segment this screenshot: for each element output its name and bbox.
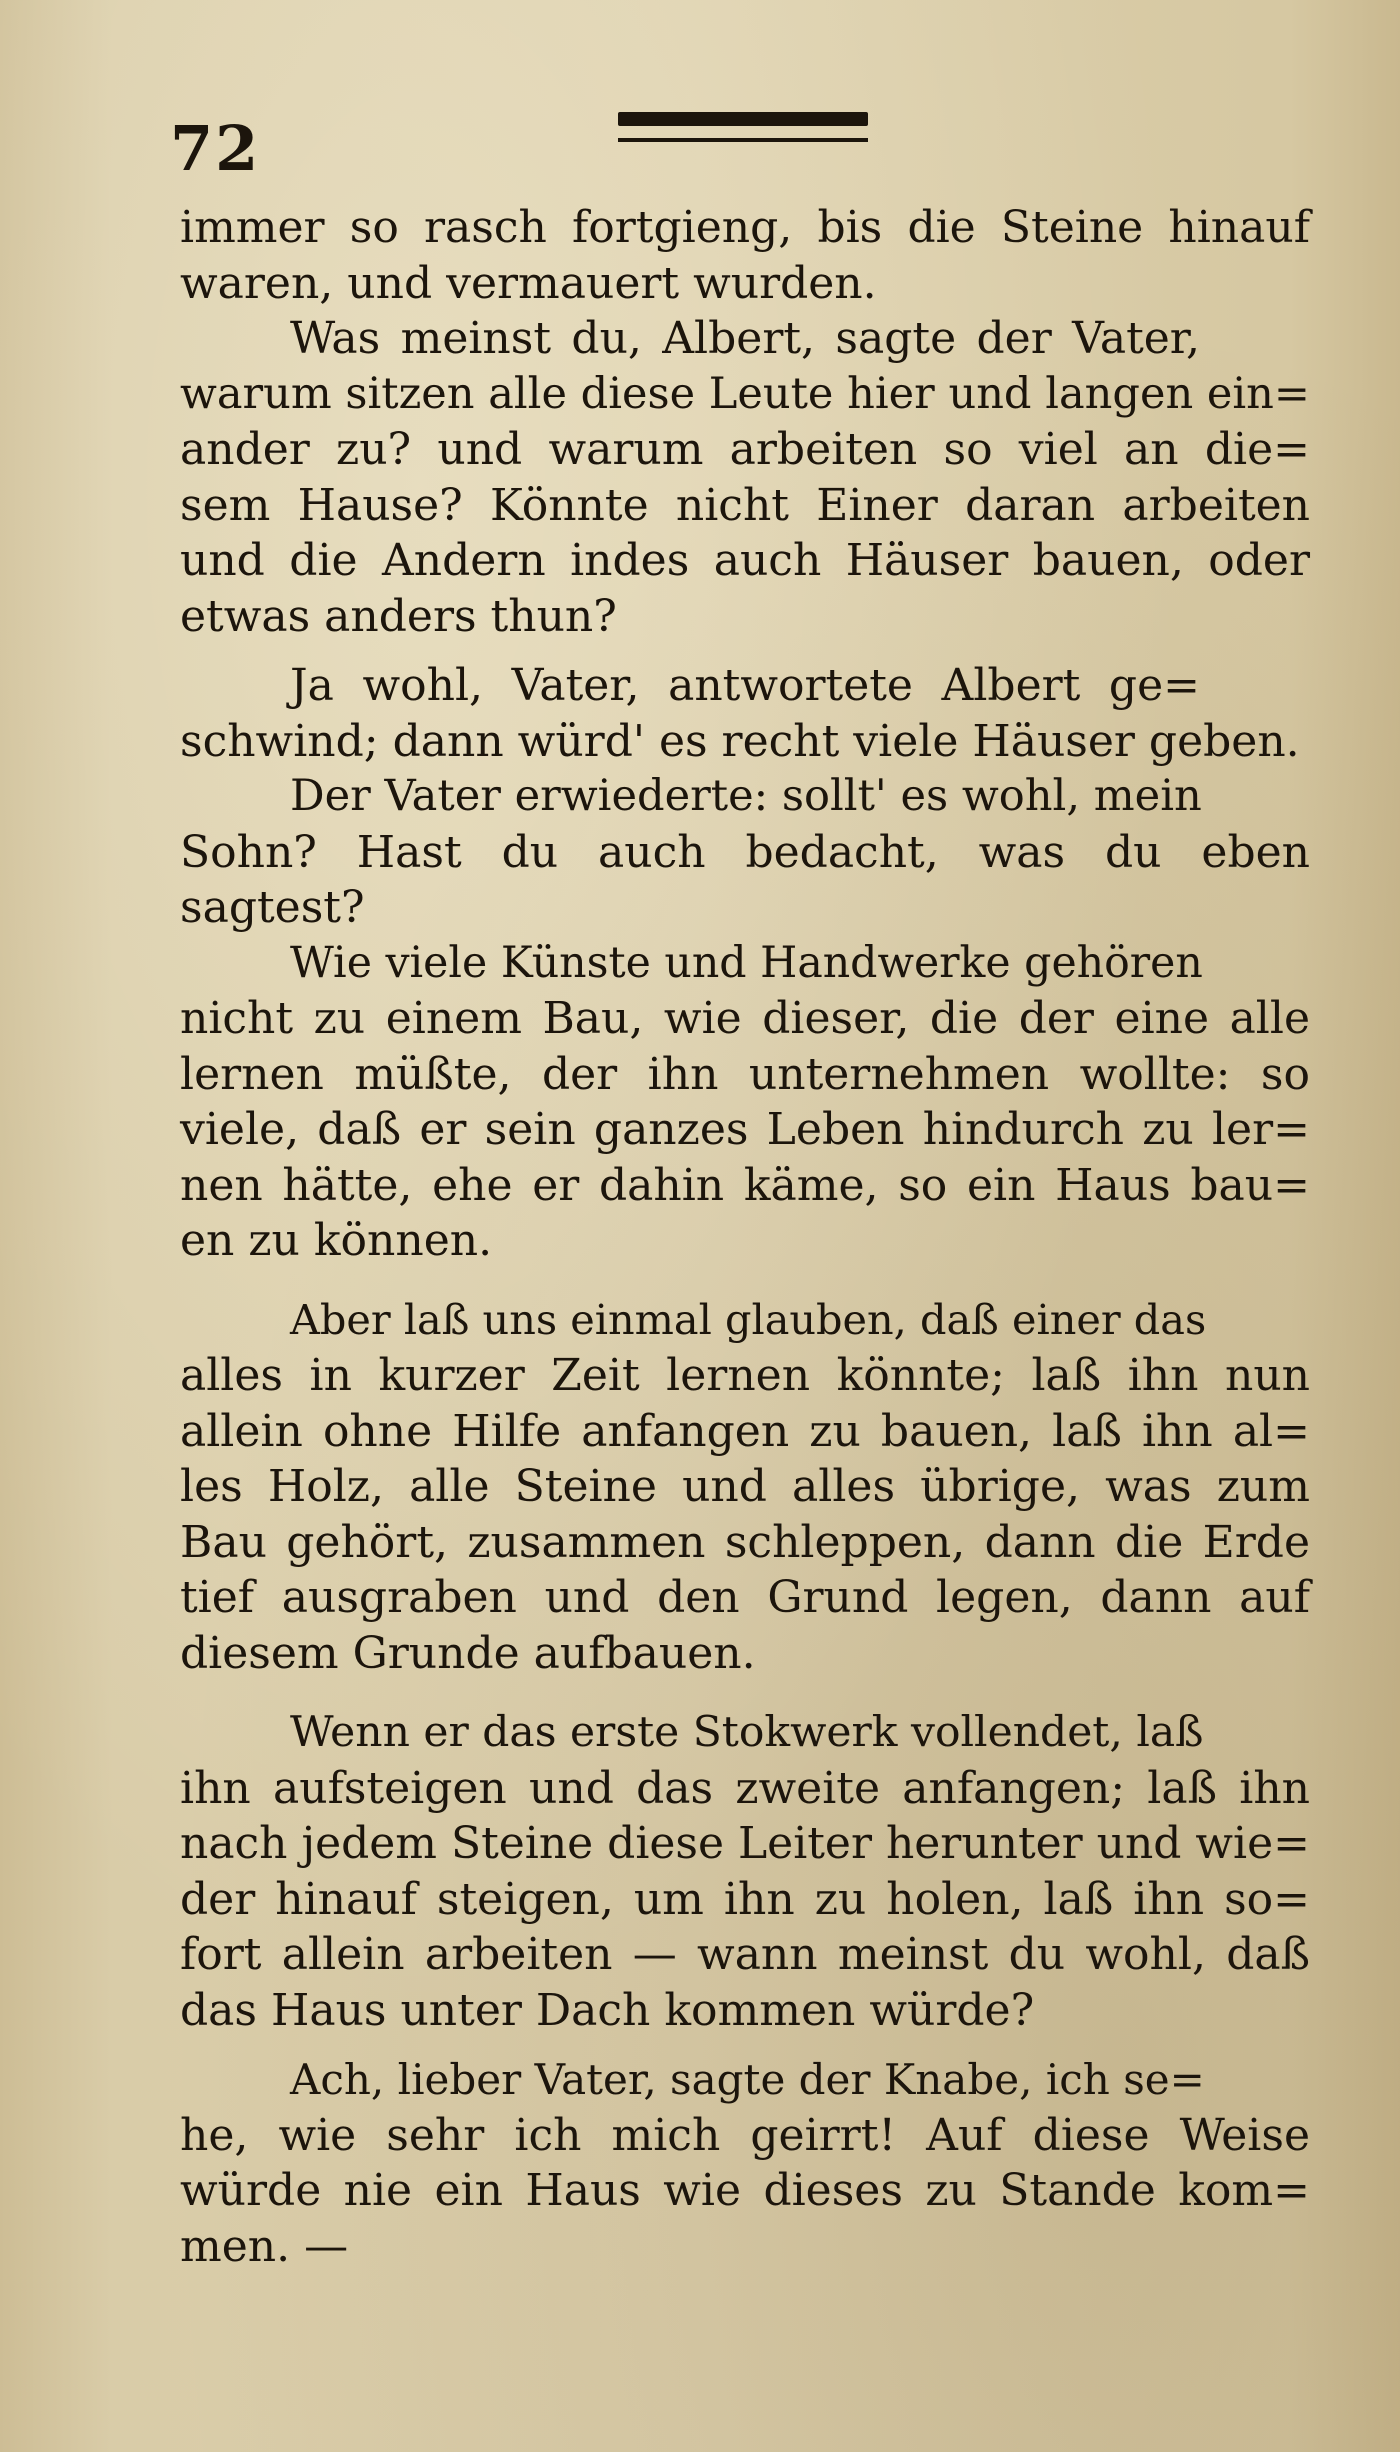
text-line: Ja wohl, Vater, antwortete Albert ge=: [290, 660, 1200, 711]
text-line: schwind; dann würd' es recht viele Häuser geben.: [180, 715, 1300, 767]
text-line: Aber laß uns einmal glauben, daß einer das: [290, 1295, 1207, 1344]
text-line: viele, daß er sein ganzes Leben hindurch zu ler=: [180, 1104, 1310, 1155]
paragraph-3: [180, 658, 1310, 769]
text-line: nach jedem Steine diese Leiter herunter und wie=: [180, 1818, 1310, 1869]
text-line: les Holz, alle Steine und alles übrige, was zum: [180, 1461, 1310, 1512]
text-line: sagtest?: [180, 882, 365, 933]
paragraph-6: [180, 1293, 1310, 1682]
text-line: nicht zu einem Bau, wie dieser, die der eine alle: [180, 993, 1310, 1044]
header-rule-thick: [618, 112, 868, 126]
text-line: Was meinst du, Albert, sagte der Vater,: [290, 313, 1200, 364]
header-ornament-rule: [618, 112, 868, 148]
text-line: alles in kurzer Zeit lernen könnte; laß ihn nun: [180, 1350, 1310, 1401]
text-line: men. —: [180, 2220, 349, 2272]
paragraph-1: [180, 200, 1310, 311]
text-line: lernen müßte, der ihn unternehmen wollte: so: [180, 1048, 1310, 1100]
paragraph-2: [180, 311, 1310, 644]
body-text: [180, 200, 1310, 2274]
text-line: würde nie ein Haus wie dieses zu Stande kom=: [180, 2165, 1310, 2216]
text-line: Ach, lieber Vater, sagte der Knabe, ich se=: [290, 2055, 1205, 2104]
text-line: das Haus unter Dach kommen würde?: [180, 1984, 1035, 2036]
text-line: ihn aufsteigen und das zweite anfangen; laß ihn: [180, 1762, 1310, 1814]
paragraph-8: [180, 2052, 1310, 2274]
header-rule-thin: [618, 138, 868, 142]
text-line: nen hätte, ehe er dahin käme, so ein Haus bau=: [180, 1159, 1310, 1211]
text-line: sem Hause? Könnte nicht Einer daran arbeiten: [180, 479, 1310, 531]
text-line: en zu können.: [180, 1215, 493, 1266]
text-line: he, wie sehr ich mich geirrt! Auf diese Weise: [180, 2109, 1310, 2161]
text-line: allein ohne Hilfe anfangen zu bauen, laß ihn al=: [180, 1405, 1310, 1457]
text-line: der hinauf steigen, um ihn zu holen, laß ihn so=: [180, 1873, 1310, 1925]
text-line: Der Vater erwiederte: sollt' es wohl, mein: [290, 771, 1202, 821]
text-line: warum sitzen alle diese Leute hier und langen ein=: [180, 368, 1310, 419]
text-line: Wie viele Künste und Handwerke gehören: [290, 937, 1203, 988]
page-number: 72: [170, 112, 261, 185]
text-line: waren, und vermauert wurden.: [180, 257, 877, 309]
text-line: Sohn? Hast du auch bedacht, was du eben: [180, 826, 1310, 878]
text-line: Wenn er das erste Stokwerk vollendet, laß: [290, 1708, 1204, 1757]
text-line: Bau gehört, zusammen schleppen, dann die Erde: [180, 1516, 1310, 1568]
text-line: diesem Grunde aufbauen.: [180, 1627, 756, 1679]
paragraph-4: [180, 769, 1310, 936]
text-line: etwas anders thun?: [180, 590, 617, 642]
text-line: fort allein arbeiten — wann meinst du wohl, daß: [180, 1929, 1310, 1980]
paragraph-7: [180, 1705, 1310, 2038]
text-line: ander zu? und warum arbeiten so viel an die=: [180, 424, 1310, 475]
text-line: und die Andern indes auch Häuser bauen, oder: [180, 535, 1310, 586]
paragraph-5: [180, 936, 1310, 1269]
text-line: tief ausgraben und den Grund legen, dann auf: [180, 1572, 1310, 1623]
text-line: immer so rasch fortgieng, bis die Steine hinauf: [180, 202, 1310, 253]
